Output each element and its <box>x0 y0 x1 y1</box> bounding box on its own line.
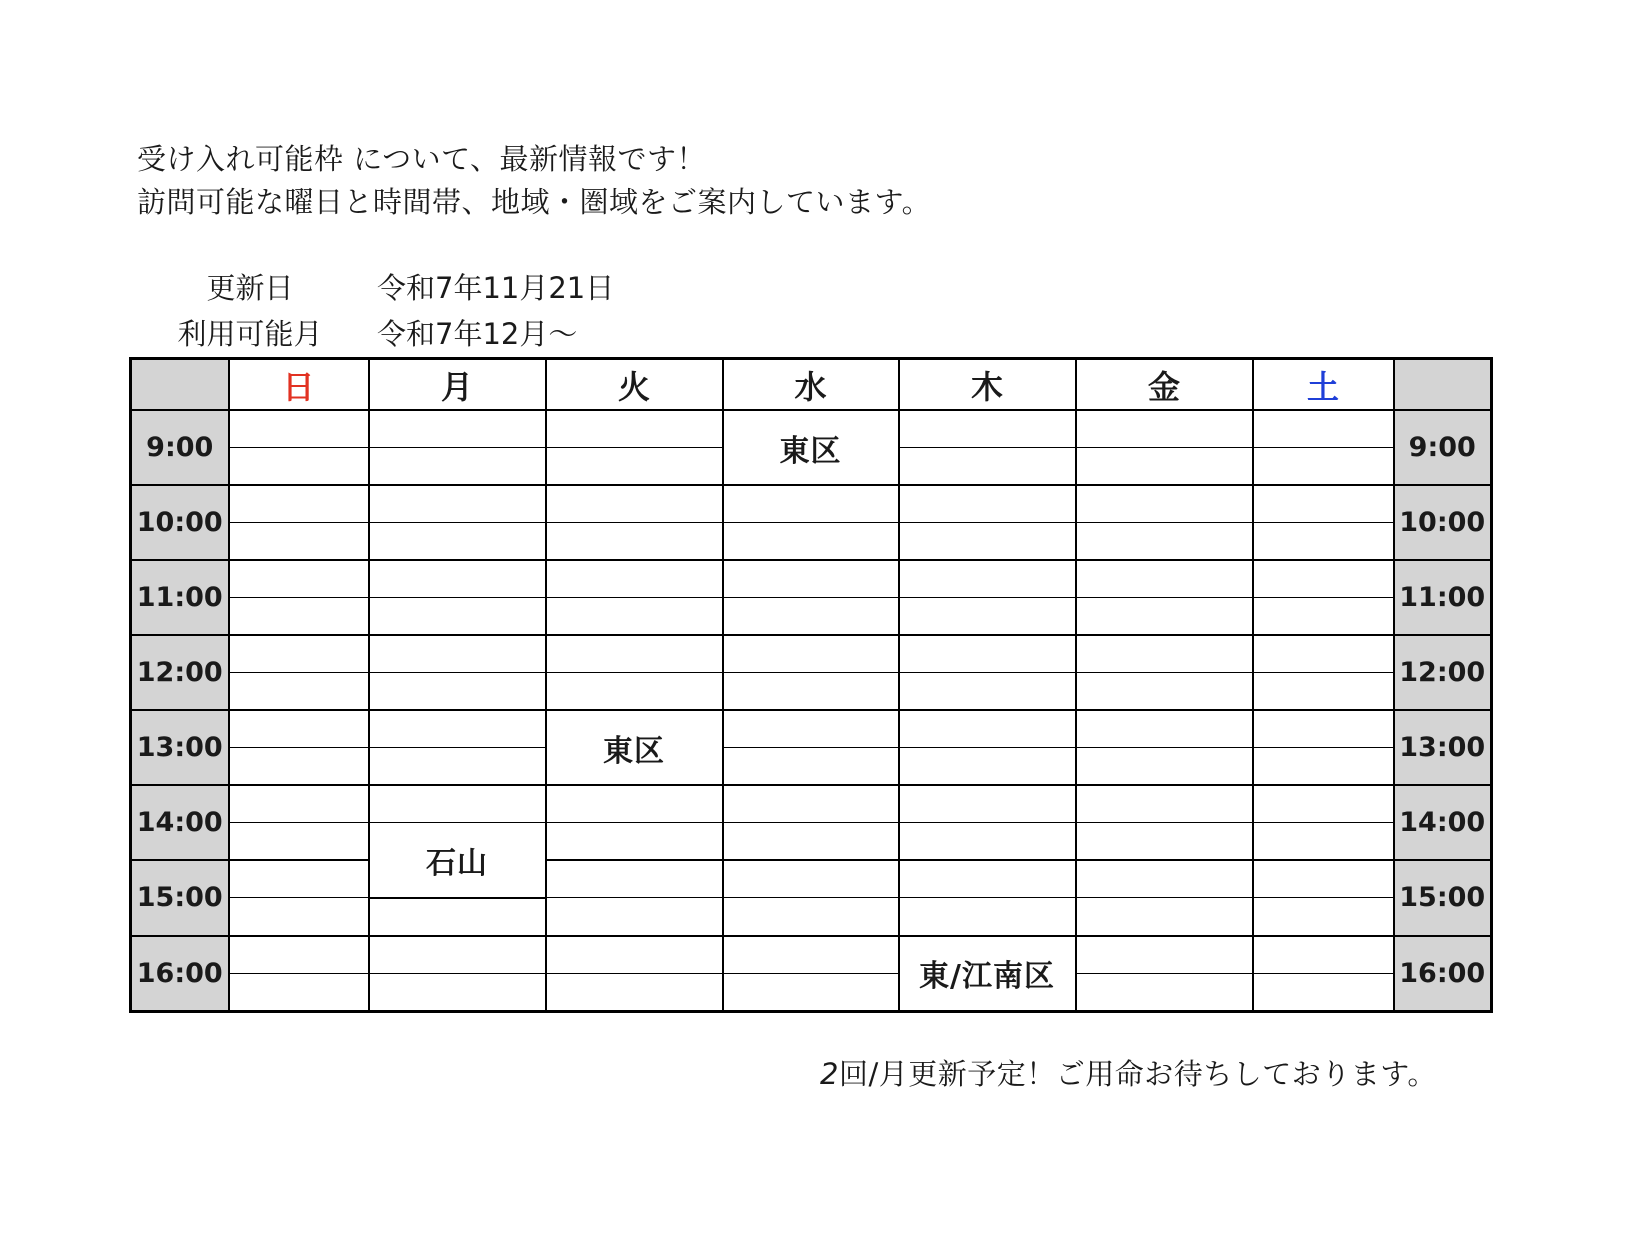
time-label-left: 14:00 <box>131 785 229 860</box>
available-month-value: 令和7年12月～ <box>377 317 578 351</box>
slot-cell <box>229 973 369 1011</box>
time-row <box>131 560 1492 598</box>
time-row <box>131 635 1492 673</box>
slot-cell <box>546 936 723 974</box>
time-label-left: 13:00 <box>131 710 229 785</box>
slot-cell <box>899 898 1076 936</box>
slot-cell <box>1076 485 1253 523</box>
slot-cell <box>1076 635 1253 673</box>
slot-cell <box>369 710 546 748</box>
slot-cell <box>723 485 899 523</box>
slot-cell <box>1076 523 1253 561</box>
slot-cell <box>1253 785 1394 823</box>
slot-cell <box>1076 410 1253 448</box>
time-label-left: 16:00 <box>131 936 229 1012</box>
slot-cell <box>229 898 369 936</box>
slot-cell <box>229 748 369 786</box>
slot-cell <box>229 485 369 523</box>
time-label-left: 11:00 <box>131 560 229 635</box>
slot-cell <box>369 673 546 711</box>
slot-cell <box>546 448 723 486</box>
day-header-thursday: 木 <box>899 359 1076 411</box>
slot-cell <box>369 936 546 974</box>
slot-cell <box>546 523 723 561</box>
time-row <box>131 410 1492 448</box>
day-header-tuesday: 火 <box>546 359 723 411</box>
slot-cell <box>1253 448 1394 486</box>
time-row <box>131 785 1492 823</box>
slot-cell <box>1253 485 1394 523</box>
time-label-left: 10:00 <box>131 485 229 560</box>
footer-note <box>820 1052 1437 1093</box>
slot-cell <box>1253 748 1394 786</box>
footer-note-number: 2 <box>820 1057 839 1091</box>
time-label-right: 14:00 <box>1394 785 1492 860</box>
slot-cell <box>546 785 723 823</box>
slot-cell <box>229 936 369 974</box>
slot-cell <box>1076 785 1253 823</box>
slot-cell <box>1076 936 1253 974</box>
day-header-wednesday: 水 <box>723 359 899 411</box>
slot-cell <box>899 673 1076 711</box>
slot-cell <box>723 523 899 561</box>
time-label-right: 11:00 <box>1394 560 1492 635</box>
slot-cell <box>546 560 723 598</box>
slot-cell <box>546 973 723 1011</box>
header-corner-left <box>131 359 229 411</box>
slot-cell <box>899 860 1076 898</box>
day-header-row <box>131 359 1492 411</box>
slot-cell <box>229 860 369 898</box>
slot-cell <box>899 485 1076 523</box>
time-row <box>131 973 1492 1011</box>
time-row <box>131 523 1492 561</box>
slot-cell <box>229 823 369 861</box>
slot-cell <box>546 485 723 523</box>
slot-cell <box>899 560 1076 598</box>
slot-cell <box>1253 936 1394 974</box>
slot-cell <box>1253 560 1394 598</box>
slot-cell <box>1253 973 1394 1011</box>
time-row <box>131 598 1492 636</box>
footer-note-text: 回/月更新予定！ご用命お待ちしております。 <box>838 1057 1437 1091</box>
intro-text <box>137 138 931 224</box>
slot-cell <box>899 635 1076 673</box>
slot-cell <box>899 448 1076 486</box>
slot-cell <box>723 973 899 1011</box>
slot-cell <box>229 710 369 748</box>
slot-cell <box>723 710 899 748</box>
time-row <box>131 485 1492 523</box>
slot-cell <box>369 898 546 936</box>
slot-cell <box>1253 673 1394 711</box>
available-month-label: 利用可能月 <box>177 317 323 351</box>
time-label-left: 15:00 <box>131 860 229 936</box>
slot-cell <box>1253 598 1394 636</box>
slot-cell <box>369 560 546 598</box>
intro-line-2: 訪問可能な曜日と時間帯、地域・圏域をご案内しています。 <box>137 185 932 219</box>
slot-cell <box>899 410 1076 448</box>
intro-line-1: 受け入れ可能枠 について、最新情報です！ <box>137 142 707 176</box>
time-label-right: 9:00 <box>1394 410 1492 485</box>
slot-cell <box>1253 523 1394 561</box>
availability-schedule-table <box>129 357 1493 1013</box>
slot-cell <box>723 860 899 898</box>
time-row <box>131 748 1492 786</box>
slot-cell <box>546 823 723 861</box>
slot-cell <box>369 973 546 1011</box>
day-header-sunday: 日 <box>229 359 369 411</box>
slot-cell <box>369 410 546 448</box>
time-row <box>131 673 1492 711</box>
time-label-right: 10:00 <box>1394 485 1492 560</box>
slot-cell <box>546 598 723 636</box>
slot-cell <box>1076 973 1253 1011</box>
time-label-left: 9:00 <box>131 410 229 485</box>
slot-cell <box>899 523 1076 561</box>
slot-cell <box>369 448 546 486</box>
slot-cell <box>369 785 546 823</box>
time-row <box>131 823 1492 861</box>
slot-cell <box>369 598 546 636</box>
slot-cell <box>229 448 369 486</box>
slot-cell <box>723 898 899 936</box>
slot-cell <box>899 823 1076 861</box>
slot-cell <box>899 598 1076 636</box>
time-row <box>131 898 1492 936</box>
time-label-right: 12:00 <box>1394 635 1492 710</box>
slot-cell <box>369 523 546 561</box>
time-row <box>131 710 1492 748</box>
area-block-wednesday-9: 東区 <box>723 410 899 485</box>
slot-cell <box>546 410 723 448</box>
slot-cell <box>229 560 369 598</box>
time-row <box>131 860 1492 898</box>
slot-cell <box>723 598 899 636</box>
slot-cell <box>546 898 723 936</box>
slot-cell <box>723 673 899 711</box>
day-header-friday: 金 <box>1076 359 1253 411</box>
header-corner-right <box>1394 359 1492 411</box>
slot-cell <box>1076 898 1253 936</box>
time-label-right: 16:00 <box>1394 936 1492 1012</box>
slot-cell <box>723 823 899 861</box>
area-block-tuesday-13: 東区 <box>546 710 723 785</box>
day-header-saturday: 土 <box>1253 359 1394 411</box>
slot-cell <box>546 673 723 711</box>
slot-cell <box>1076 560 1253 598</box>
time-row <box>131 936 1492 974</box>
slot-cell <box>723 936 899 974</box>
slot-cell <box>1253 410 1394 448</box>
slot-cell <box>723 785 899 823</box>
slot-cell <box>229 523 369 561</box>
slot-cell <box>1253 710 1394 748</box>
slot-cell <box>1076 673 1253 711</box>
slot-cell <box>723 635 899 673</box>
slot-cell <box>369 748 546 786</box>
slot-cell <box>899 785 1076 823</box>
day-header-monday: 月 <box>369 359 546 411</box>
time-label-right: 15:00 <box>1394 860 1492 936</box>
area-block-thursday-16: 東/江南区 <box>899 936 1076 1012</box>
slot-cell <box>1076 598 1253 636</box>
slot-cell <box>1076 710 1253 748</box>
slot-cell <box>1253 823 1394 861</box>
slot-cell <box>229 673 369 711</box>
slot-cell <box>723 560 899 598</box>
slot-cell <box>723 748 899 786</box>
slot-cell <box>546 860 723 898</box>
slot-cell <box>229 598 369 636</box>
slot-cell <box>1076 823 1253 861</box>
slot-cell <box>229 785 369 823</box>
slot-cell <box>369 635 546 673</box>
slot-cell <box>369 485 546 523</box>
slot-cell <box>1076 748 1253 786</box>
slot-cell <box>1076 860 1253 898</box>
updated-date-value: 令和7年11月21日 <box>377 271 615 305</box>
slot-cell <box>229 410 369 448</box>
slot-cell <box>1253 898 1394 936</box>
area-block-monday-1430: 石山 <box>369 823 546 898</box>
slot-cell <box>229 635 369 673</box>
time-label-right: 13:00 <box>1394 710 1492 785</box>
slot-cell <box>899 748 1076 786</box>
slot-cell <box>1253 635 1394 673</box>
time-label-left: 12:00 <box>131 635 229 710</box>
slot-cell <box>1253 860 1394 898</box>
slot-cell <box>1076 448 1253 486</box>
slot-cell <box>899 710 1076 748</box>
slot-cell <box>546 635 723 673</box>
updated-date-label: 更新日 <box>206 271 294 305</box>
